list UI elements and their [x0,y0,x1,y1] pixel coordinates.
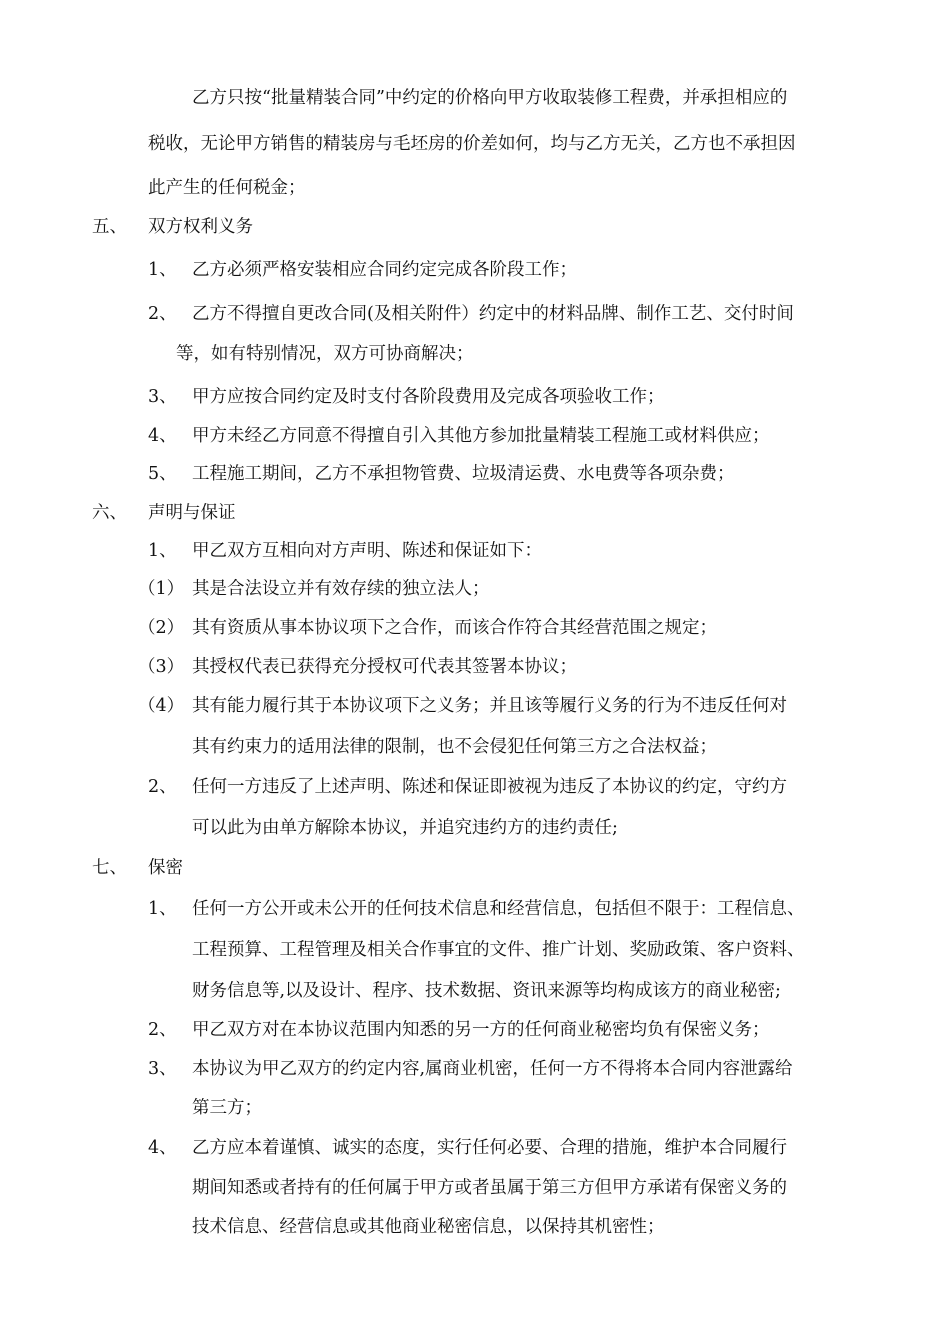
s7-item-1-text-cont-2: 财务信息等,以及设计、程序、技术数据、资讯来源等均构成该方的商业秘密; [192,981,781,1001]
intro-line-1: 乙方只按“批量精装合同”中约定的价格向甲方收取装修工程费，并承担相应的 [192,88,788,108]
s7-item-1-number: 1、 [148,899,177,919]
s6-sub-2-text: 其有资质从事本协议项下之合作，而该合作符合其经营范围之规定； [192,618,717,638]
s6-sub-4-number: （4） [138,696,185,716]
s7-item-2-text: 甲乙双方对在本协议范围内知悉的另一方的任何商业秘密均负有保密义务； [192,1020,770,1040]
s6-sub-3-text: 其授权代表已获得充分授权可代表其签署本协议； [192,657,577,677]
s5-item-5-text: 工程施工期间，乙方不承担物管费、垃圾清运费、水电费等各项杂费； [192,464,735,484]
s7-item-4-text-cont-1: 期间知悉或者持有的任何属于甲方或者虽属于第三方但甲方承诺有保密义务的 [192,1178,787,1198]
s6-sub-4-text: 其有能力履行其于本协议项下之义务；并且该等履行义务的行为不违反任何对 [192,696,787,716]
s6-item-1-text: 甲乙双方互相向对方声明、陈述和保证如下： [192,541,542,561]
s6-sub-1-text: 其是合法设立并有效存续的独立法人； [192,579,490,599]
s7-item-1-text: 任何一方公开或未公开的任何技术信息和经营信息，包括但不限于：工程信息、 [192,899,805,919]
section-5-number: 五、 [92,217,127,237]
s6-item-2-text-cont: 可以此为由单方解除本协议，并追究违约方的违约责任; [192,818,618,838]
s5-item-3-number: 3、 [148,387,177,407]
intro-line-2: 税收，无论甲方销售的精装房与毛坯房的价差如何，均与乙方无关，乙方也不承担因 [148,134,796,154]
s7-item-4-text: 乙方应本着谨慎、诚实的态度，实行任何必要、合理的措施，维护本合同履行 [192,1138,787,1158]
section-6-title: 声明与保证 [148,503,236,523]
section-5-title: 双方权利义务 [148,217,253,237]
s6-item-2-number: 2、 [148,777,177,797]
s5-item-2-number: 2、 [148,304,177,324]
s5-item-3-text: 甲方应按合同约定及时支付各阶段费用及完成各项验收工作； [192,387,665,407]
s7-item-3-text-cont: 第三方； [192,1098,262,1118]
s5-item-5-number: 5、 [148,464,177,484]
s7-item-2-number: 2、 [148,1020,177,1040]
s7-item-4-text-cont-2: 技术信息、经营信息或其他商业秘密信息，以保持其机密性； [192,1217,665,1237]
s7-item-1-text-cont-1: 工程预算、工程管理及相关合作事宜的文件、推广计划、奖励政策、客户资料、 [192,940,805,960]
section-7-number: 七、 [92,858,127,878]
s5-item-1-number: 1、 [148,260,177,280]
intro-line-3: 此产生的任何税金； [148,178,306,198]
s7-item-4-number: 4、 [148,1138,177,1158]
s6-sub-1-number: （1） [138,579,185,599]
s6-sub-3-number: （3） [138,657,185,677]
s7-item-3-number: 3、 [148,1059,177,1079]
s6-item-2-text: 任何一方违反了上述声明、陈述和保证即被视为违反了本协议的约定，守约方 [192,777,787,797]
s7-item-3-text: 本协议为甲乙双方的约定内容,属商业机密，任何一方不得将本合同内容泄露给 [192,1059,793,1079]
s5-item-2-text-cont: 等，如有特别情况，双方可协商解决； [176,344,474,364]
s5-item-4-text: 甲方未经乙方同意不得擅自引入其他方参加批量精装工程施工或材料供应； [192,426,770,446]
section-6-number: 六、 [92,503,127,523]
s6-item-1-number: 1、 [148,541,177,561]
s6-sub-2-number: （2） [138,618,185,638]
section-7-title: 保密 [148,858,183,878]
s6-sub-4-text-cont: 其有约束力的适用法律的限制，也不会侵犯任何第三方之合法权益； [192,737,717,757]
s5-item-1-text: 乙方必须严格安装相应合同约定完成各阶段工作； [192,260,577,280]
s5-item-2-text: 乙方不得擅自更改合同(及相关附件）约定中的材料品牌、制作工艺、交付时间 [192,304,794,324]
s5-item-4-number: 4、 [148,426,177,446]
